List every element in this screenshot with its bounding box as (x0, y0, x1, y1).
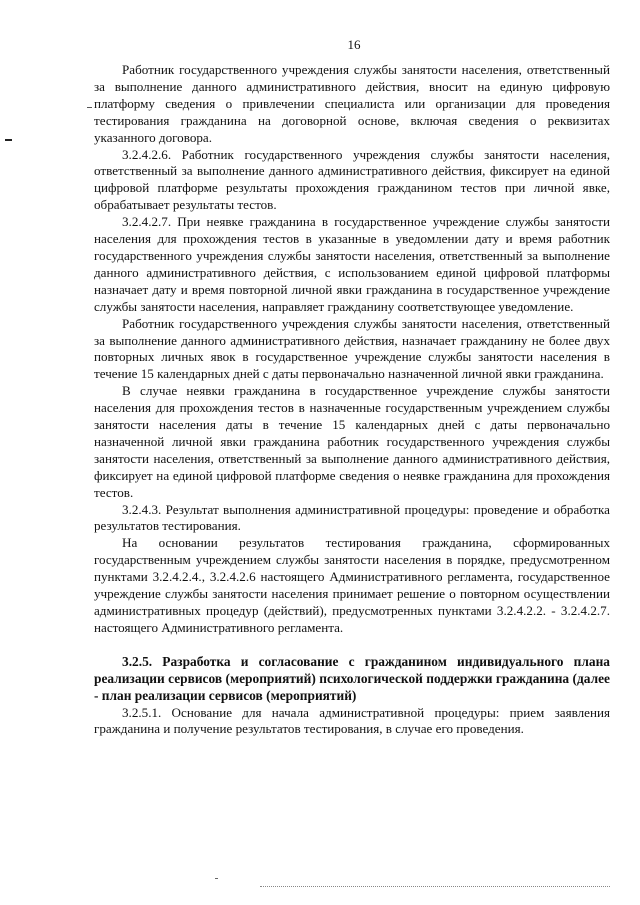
paragraph-1: Работник государственного учреждения службы занятости населения, ответственный за выполнение данного административного действия, вносит на единую цифровую платформу сведения о привлечении специалиста или организации для проведения тестирования гражданина на договорной основе, включая сведения о реквизитах указанного договора. (94, 62, 610, 145)
paragraph-3-2-4-3: 3.2.4.3. Результат выполнения административной процедуры: проведение и обработка результатов тестирования. (94, 501, 610, 534)
paragraph-3-2-4-2-6: 3.2.4.2.6. Работник государственного учреждения службы занятости населения, ответственный за выполнение данного административного действия, фиксирует на единой цифровой платформе результаты прохождения гражданином тестов при личной явке, обрабатывает результаты тестов. (94, 146, 610, 213)
paragraph-repeat-visits: Работник государственного учреждения службы занятости населения, ответственный за выполнение данного административного действия, назначает гражданину не более двух повторных личных явок в государственное учреждение службы занятости населения в течение 15 календарных дней с даты первоначально назначенной личной явки гражданина. (94, 315, 610, 382)
footer-mark (215, 878, 218, 879)
footer-rule (260, 886, 610, 888)
section-heading-3-2-5: 3.2.5. Разработка и согласование с гражданином индивидуального плана реализации сервисов (мероприятий) психологической поддержки гражданина (далее - план реализации сервисов (мероприятий) (94, 653, 610, 703)
margin-tick (87, 107, 92, 108)
page-number: 16 (347, 37, 361, 52)
paragraph-3-2-5-1: 3.2.5.1. Основание для начала административной процедуры: прием заявления гражданина и получение результатов тестирования, в случае его проведения. (94, 704, 610, 737)
paragraph-no-show: В случае неявки гражданина в государственное учреждение службы занятости населения для прохождения тестов в назначенные государственным учреждением службы занятости населения даты в течение 15 календарных дней с даты первоначально назначенной личной явки гражданина работник государственного учреждения службы занятости населения, ответственный за выполнение данного административного действия, фиксирует на единой цифровой платформе сведения о неявке гражданина для прохождения тестов. (94, 383, 610, 500)
margin-dash (5, 139, 12, 141)
document-body (94, 62, 610, 738)
paragraph-test-results: На основании результатов тестирования гражданина, сформированных государственным учреждением службы занятости населения в порядке, предусмотренном пунктами 3.2.4.2.4., 3.2.4.2.6 настоящего Административного регламента, государственное учреждение службы занятости населения принимает решение о повторном осуществлении административных процедур (действий), предусмотренных пунктами 3.2.4.2.2. - 3.2.4.2.7. настоящего Административного регламента. (94, 535, 610, 635)
paragraph-3-2-4-2-7: 3.2.4.2.7. При неявке гражданина в государственное учреждение службы занятости населения для прохождения тестов в указанные в уведомлении дату и время работник государственного учреждения службы занятости населения, ответственный за выполнение данного административного действия, с использованием единой цифровой платформы назначает дату и время повторной личной явки гражданина в государственное учреждение службы занятости населения, направляет гражданину соответствующее уведомление. (94, 214, 610, 314)
